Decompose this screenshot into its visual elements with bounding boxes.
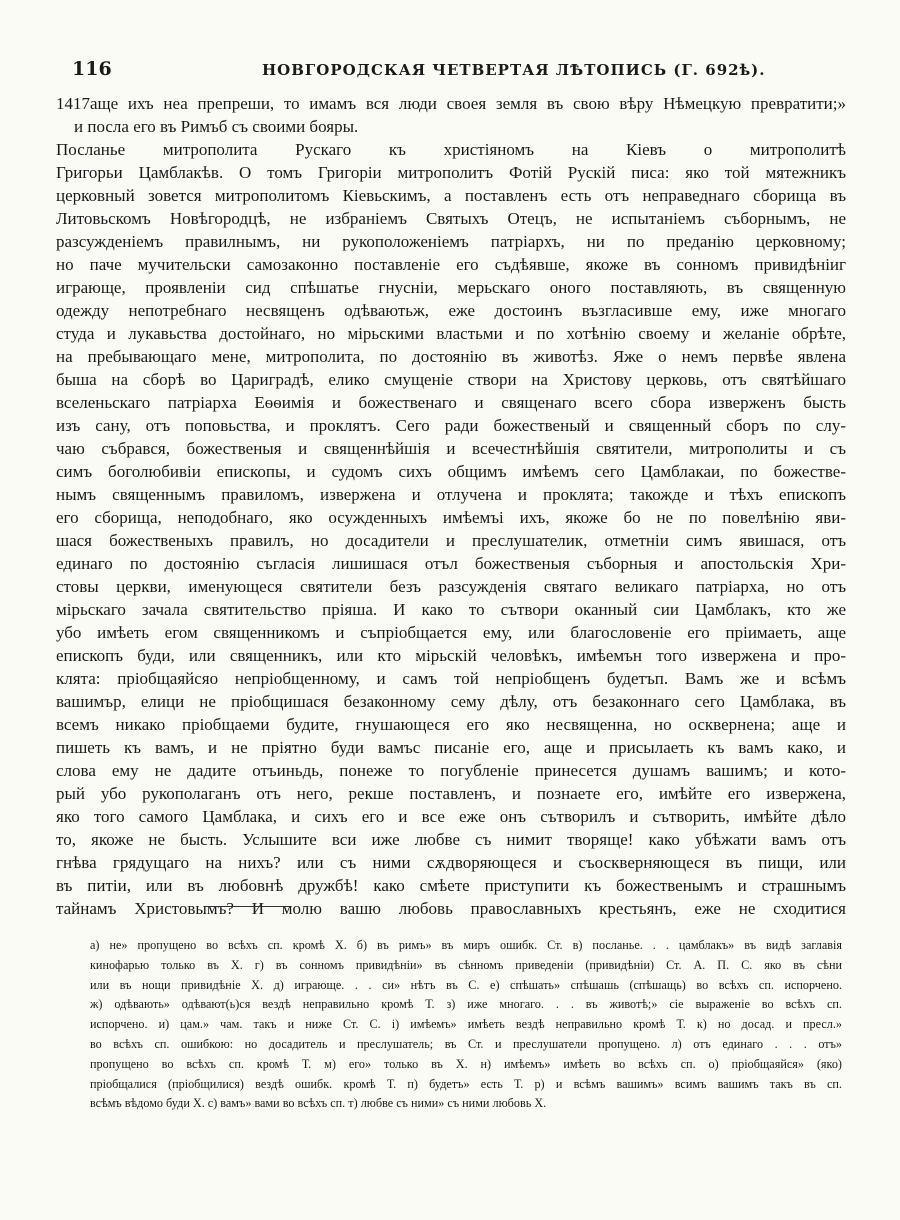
text-line: разсужденіемъ правилнымъ, ни рукоположеніемъ патріархъ, ни по преданію церковному; [56,232,846,251]
text-line: всемъ никако пріобщаеми будите, гнушающеся его яко несвященна, но осквернена; аще и [56,715,846,734]
text-line: студа и лукавьства достойнаго, но мірьскими властьми и по хотѣнію своему и желаніе обрѣте, [56,324,846,343]
page-number: 116 [72,58,112,80]
text-line: въ питіи, или въ любовнѣ дружбѣ! како смѣете приступити къ божественымъ и страшнымъ [56,876,846,895]
text-line: его сборища, неподобнаго, яко осужденныхъ имѣемъі ихъ, якоже бо не по повелѣнію яви- [56,508,846,527]
text-line: Литовьскомъ Новѣгородцѣ, не избраніемъ Святыхъ Отецъ, не испытаніемъ съборнымъ, не [56,209,846,228]
text-line: клята: пріобщаяйсяо непріобщенному, и самъ той непріобщенъ будетъп. Вамъ же и всѣмъ [56,669,846,688]
text-line: симъ боголюбивіи епископы, и судомъ сихъ общимъ имѣемъ сего Цамблакаи, по божестве- [56,462,846,481]
text-line: на пребывающаго мене, митрополита, по достоянію въ животѣз. Яже о немъ первѣе явлена [56,347,846,366]
footnote-line: а) не» пропущено во всѣхъ сп. кромѣ Х. б) въ римъ» въ миръ ошибк. Ст. в) посланье. . . цамблакъ» въ видѣ заглавія [90,938,842,952]
text-line: 1417аще ихъ неа препреши, то имамъ вся люди своея земля въ свою вѣру Нѣмецкую превратити;» [56,94,846,113]
text-line: слова ему не дадите отъиньдь, понеже то погубленіе принесется душамъ вашимъ; и кото- [56,761,846,780]
text-line: быша на сборѣ во Цариградѣ, елико смущеніе створи на Христову церковь, отъ святѣйшаго [56,370,846,389]
footnote-line: пропущено во всѣхъ сп. кромѣ Т. м) его» только въ Х. н) имѣемъ» имѣеть во всѣхъ сп. о) пріобщаяйся» (яко) [90,1056,842,1071]
text-line: но паче мучительски самозаконно поставленіе его съдѣявше, якоже въ сонномъ привидѣніиг [56,255,846,274]
footnote-line: кинофарью только въ Х. г) въ сонномъ привидѣніи» въ сѣнномъ приведеніи (привидѣніи) Ст. А. П. С. яко въ сѣни [90,957,842,972]
text-line: и посла его въ Римъб съ своими бояры. [74,117,359,136]
text-line: то, якоже не бысть. Услышите вси иже любве съ нимит творяще! како убѣжати вамъ отъ [56,830,846,849]
text-line: вселеньскаго патріарха Еѳѳимія и божественаго и священаго всего сбора изверженъ бысть [56,393,846,412]
text-line: убо имѣеть егом священникомъ и съпріобщается ему, или благословеніе его пріимаеть, аще [56,623,846,642]
footnote-line: во всѣхъ сп. ошибкою: но досадитель и преслушатель; въ Ст. и преслушатели пропущено. л) отъ единаго . . . отъ» [90,1036,842,1051]
text-line: стовы церкви, именующеся святители безъ разсужденія святаго великаго патріарха, но отъ [56,577,846,596]
text-line: пишеть къ вамъ, и не пріятно буди вамъс писаніе его, аще и присылаеть къ вамъ како, и [56,738,846,757]
text-line: тайнамъ Христовымъ? И молю вашю любовь православныхъ крестьянъ, еже не сходитися [56,899,846,918]
footnote-line: всѣмъ вѣдомо буди Х. с) вамъ» вами во всѣхъ сп. т) любве съ ними» съ ними любовь Х. [90,1096,547,1111]
text-line: Посланье митрополита Рускаго къ христіяномъ на Кіевъ о митрополитѣ [56,140,846,159]
footnote-line: испорчено. и) цам.» чам. такъ и ниже Ст. С. і) имѣемъ» имѣеть вездѣ неправильно кромѣ Т. к) но досад. и пресл.» [90,1017,842,1032]
footnote-line: пріобщалися (пріобщилися) вездѣ ошибк. кромѣ Т. п) будетъ» есть Т. р) и всѣмъ вашимъ» всимъ вашимъ такъ въ сп. [90,1076,842,1091]
text-line: одежду непотребнаго несвященъ одѣваютьж, еже достоинъ възгласивше ему, иже многаго [56,301,846,320]
main-text [56,92,846,920]
text-line: епископъ буди, или священникъ, или кто мірьскій человѣкъ, имѣемън того извержена и про- [56,646,846,665]
text-line: Григорьи Цамблакѣв. О томъ Григоріи митрополитъ Фотій Рускій писа: яко той мятежникъ [56,163,846,182]
text-line: рый убо рукополаганъ отъ него, рекше поставленъ, и познаете его, имѣйте его извержена, [56,784,846,803]
text-line: нымъ священнымъ правиломъ, извержена и отлучена и проклята; такожде и тѣхъ епископъ [56,485,846,504]
text-line: шася божественыхъ правилъ, но досадители и преслушателик, отметніи симъ явишася, отъ [56,531,846,550]
text-line: гнѣва грядущаго на нихъ? или съ ними сѫдворяющеся и съоскверняющеся въ пищи, или [56,853,846,872]
text-line: церковный зовется митрополитомъ Кіевьскимъ, а поставленъ есть отъ неправеднаго сборища въ [56,186,846,205]
text-line: изъ сану, отъ поповьства, и проклятъ. Сего ради божественый и священный сборъ по слу- [56,416,846,435]
text-line: единаго по достоянію съгласія лишишася отъл божественыя съборныя и апостольскія Хри- [56,554,846,573]
text-line: яко того самого Цамблака, и сихъ его и все еже онъ сътворилъ и сътворить, имѣйте дѣло [56,807,846,826]
text-line: мірьскаго зачала святительство пріяша. И како то сътвори оканный сии Цамблакъ, кто же [56,600,846,619]
footnote-line: ж) одѣвають» одѣвают(ь)ся вездѣ неправильно кромѣ Т. з) иже многаго. . . въ животѣ;» сіе выраженіе во всѣхъ сп. [90,997,842,1012]
text-line: чаю събрався, божественыя и священнѣйшія и всечестнѣйшія святители, митрополиты и съ [56,439,846,458]
footnotes [90,936,842,1114]
text-line: вашимър, елици не пріобщишася безаконному сему дѣлу, отъ безаконнаго сего Цамблака, въ [56,692,846,711]
footnote-line: или въ нощи привидѣніе Х. д) играюще. . . си» нѣтъ въ С. е) спѣшать» спѣшашь (спѣшащь) во всѣхъ сп. испорчено. [90,977,842,992]
footnote-separator [205,906,290,907]
page-header [72,58,766,84]
running-title: НОВГОРОДСКАЯ ЧЕТВЕРТАЯ ЛѢТОПИСЬ (Г. 692ѣ). [262,61,766,79]
text-line: играюще, проявленіи сид спѣшатье гнусніи, мерьскаго оного поставляють, въ священную [56,278,846,297]
